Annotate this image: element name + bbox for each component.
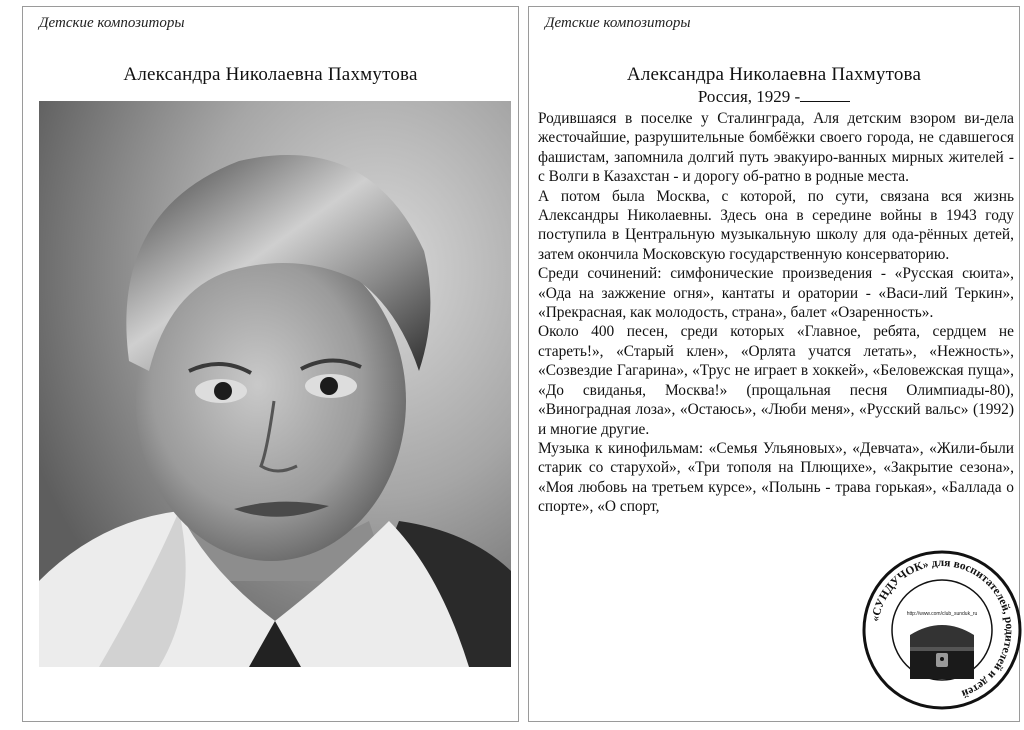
country-years-text: Россия, 1929 - xyxy=(697,87,801,106)
country-years xyxy=(529,87,1019,107)
bio-paragraph: А потом была Москва, с которой, по сути, связана вся жизнь Александры Николаевны. Здесь она в середине войны в 1943 году поступила в Центральную музыкальную школу для ода-рённых детей, затем окончила Московскую государственную консерваторию. xyxy=(538,187,1014,263)
bio-paragraph: Музыка к кинофильмам: «Семья Ульяновых», «Девчата», «Жили-были старик со старухой», «Три тополя на Плющихе», «Закрытие сезона», «Моя любовь на третьем курсе», «Полынь - трава горькая», «Баллада о спорте», «О спорт, xyxy=(538,439,1014,516)
series-title: Детские композиторы xyxy=(39,15,185,31)
stamp-caption: для воспитателей, родителей и детей xyxy=(930,556,1016,700)
portrait-illustration xyxy=(39,101,511,667)
stamp-url: http://www.com/club_sunduk_ru xyxy=(906,611,978,617)
composer-name: Александра Николаевна Пахмутова xyxy=(626,64,922,85)
portrait-card xyxy=(22,6,519,722)
portrait-photo xyxy=(39,101,511,667)
composer-name: Александра Николаевна Пахмутова xyxy=(123,64,418,85)
bio-paragraph: Родившаяся в поселке у Сталинграда, Аля детским взором ви-дела жесточайшие, разрушительные бомбёжки своего города, не сдавшегося фашистам, запомнила долгий путь эвакуиро-ванных мирных жителей - с Волги в Казахстан - и дорогу об-ратно в родные места. xyxy=(538,110,1014,186)
bio-paragraph: Около 400 песен, среди которых «Главное, ребята, сердцем не стареть!», «Старый клен», «Орлята учатся летать», «Нежность», «Созвездие Гагарина», «Трус не играет в хоккей», «Беловежская пуща», «До свиданья, Москва!» (прощальная песня Олимпиады-80), «Виноградная лоза», «Остаюсь», «Люби меня», «Русский вальс» (1992) и многие другие. xyxy=(538,323,1014,438)
stamp-title: «СУНДУЧОК» xyxy=(869,558,930,623)
death-year-blank xyxy=(800,87,850,102)
watermark-stamp xyxy=(860,535,1024,725)
series-title: Детские композиторы xyxy=(545,15,691,31)
chest-icon xyxy=(910,625,974,679)
biography-text xyxy=(538,109,1014,517)
bio-paragraph: Среди сочинений: симфонические произведения - «Русская сюита», «Ода на зажжение огня», кантаты и оратории - «Васи-лий Теркин», «Прекрасная, как молодость, страна», балет «Озаренность». xyxy=(538,265,1014,322)
